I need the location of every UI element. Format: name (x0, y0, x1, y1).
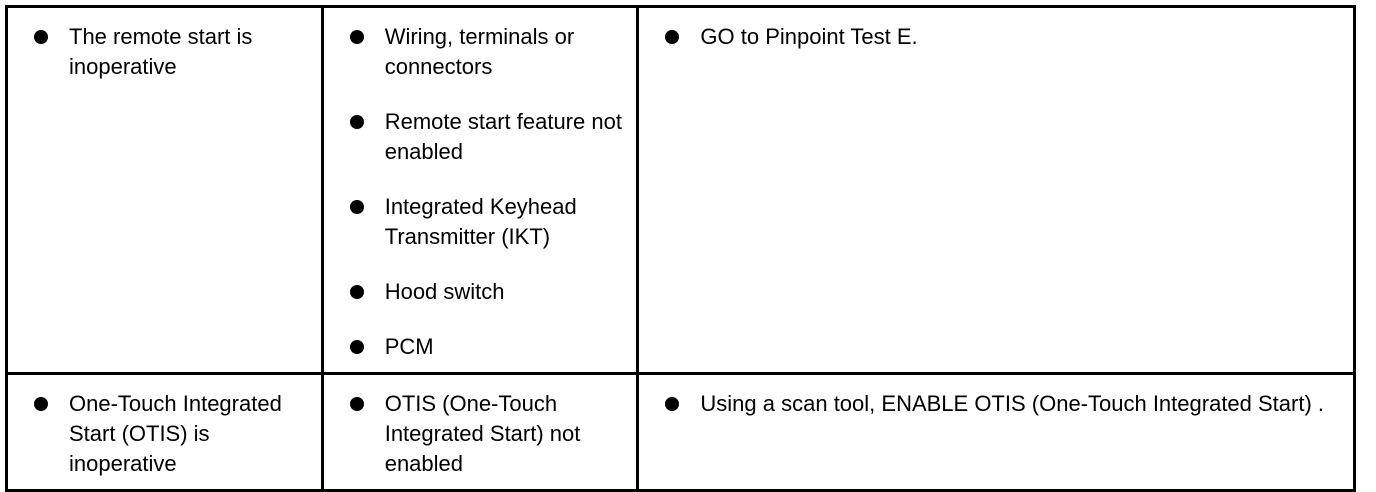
bullet-icon (34, 397, 48, 411)
bullet-icon (350, 115, 364, 129)
bullet-icon (665, 30, 679, 44)
condition-cell (7, 374, 323, 491)
bullet-icon (350, 397, 364, 411)
list-item (350, 192, 629, 252)
possible-source-cell (322, 374, 638, 491)
source-text: Remote start feature not enabled (384, 109, 622, 164)
bullet-icon (350, 340, 364, 354)
table-row (7, 7, 1355, 374)
source-text: Wiring, terminals or connectors (384, 24, 575, 79)
bullet-icon (350, 30, 364, 44)
list-item (350, 22, 629, 82)
bullet-icon (350, 285, 364, 299)
list-item (665, 22, 1345, 52)
condition-cell (7, 7, 323, 374)
list-item (34, 22, 313, 82)
action-text: Using a scan tool, ENABLE OTIS (One-Touch Integrated Start) . (700, 391, 1325, 416)
action-cell (638, 374, 1355, 491)
bullet-icon (34, 30, 48, 44)
bullet-icon (350, 200, 364, 214)
list-item (350, 389, 629, 479)
possible-source-cell (322, 7, 638, 374)
symptom-chart-table (5, 5, 1356, 492)
action-text: GO to Pinpoint Test E. (700, 24, 918, 49)
source-text: OTIS (One-Touch Integrated Start) not enabled (384, 391, 581, 476)
table-row (7, 374, 1355, 491)
bullet-icon (665, 397, 679, 411)
source-text: PCM (384, 334, 434, 359)
source-text: Hood switch (384, 279, 505, 304)
list-item (665, 389, 1345, 419)
source-text: Integrated Keyhead Transmitter (IKT) (384, 194, 577, 249)
list-item (34, 389, 313, 479)
list-item (350, 277, 629, 307)
list-item (350, 332, 629, 362)
list-item (350, 107, 629, 167)
condition-text: One-Touch Integrated Start (OTIS) is inoperative (69, 391, 282, 476)
action-cell (638, 7, 1355, 374)
condition-text: The remote start is inoperative (69, 24, 253, 79)
